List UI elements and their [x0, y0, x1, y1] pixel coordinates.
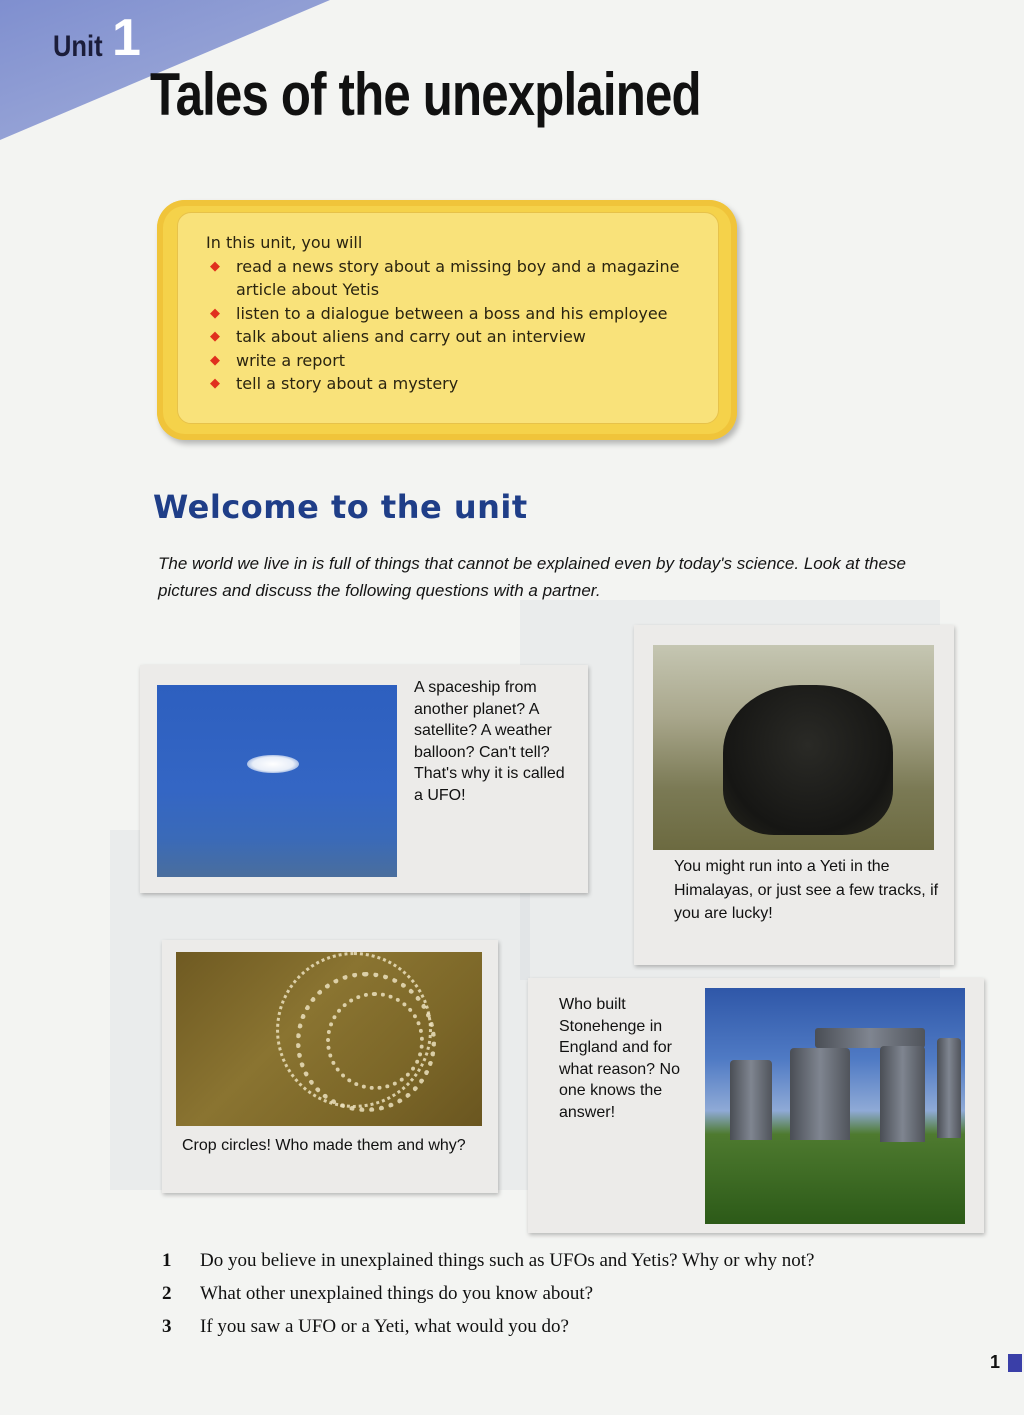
objective-item: ◆ talk about aliens and carry out an interview — [206, 325, 698, 349]
stone — [790, 1048, 850, 1140]
ufo-icon — [247, 755, 299, 773]
diamond-bullet-icon: ◆ — [210, 329, 220, 344]
diamond-bullet-icon: ◆ — [210, 305, 220, 321]
diamond-bullet-icon: ◆ — [210, 376, 220, 391]
ufo-caption: A spaceship from another planet? A satellite? A weather balloon? Can't tell? That's why it is called a UFO! — [414, 679, 565, 804]
ufo-photo — [157, 685, 397, 877]
stonehenge-photo — [705, 988, 965, 1224]
unit-number: 1 — [112, 9, 141, 67]
stonehenge-caption: Who built Stonehenge in England and for what reason? No one knows the answer! — [559, 996, 680, 1121]
objective-item: ◆ write a report — [206, 349, 698, 373]
objectives-intro: In this unit, you will — [206, 233, 363, 252]
question-item: 3 If you saw a UFO or a Yeti, what would you do? — [162, 1316, 569, 1337]
stone — [730, 1060, 772, 1140]
ufo-card — [140, 665, 588, 893]
crop-ring — [276, 952, 432, 1108]
diamond-bullet-icon: ◆ — [210, 258, 220, 274]
page-tab-marker — [1008, 1354, 1022, 1372]
objectives-box — [157, 200, 737, 440]
crop-caption: Crop circles! Who made them and why? — [182, 1137, 466, 1154]
diamond-bullet-icon: ◆ — [210, 352, 220, 368]
objective-item: ◆ read a news story about a missing boy and a magazine article about Yetis — [210, 256, 680, 299]
yeti-caption: You might run into a Yeti in the Himalayas, or just see a few tracks, if you are lucky! — [674, 858, 939, 922]
welcome-intro: The world we live in is full of things that cannot be explained even by today's science. Look at these pictures and discuss the following questions with a partner. — [158, 554, 906, 600]
yeti-figure — [723, 685, 893, 835]
discussion-questions — [162, 1248, 942, 1347]
question-item: 2 What other unexplained things do you know about? — [162, 1283, 594, 1304]
welcome-heading: Welcome to the unit — [153, 488, 528, 526]
crop-photo — [176, 952, 482, 1126]
yeti-card — [634, 625, 954, 965]
objective-item: ◆ listen to a dialogue between a boss and his employee — [206, 302, 698, 326]
unit-label: Unit — [53, 30, 103, 63]
stone — [880, 1046, 925, 1142]
page-number: 1 — [990, 1352, 1001, 1372]
crop-card — [162, 940, 498, 1193]
page-title: Tales of the unexplained — [150, 61, 701, 128]
question-item: 1 Do you believe in unexplained things such as UFOs and Yetis? Why or why not? — [162, 1250, 815, 1271]
yeti-photo — [653, 645, 934, 850]
objective-item: ◆ tell a story about a mystery — [206, 372, 698, 396]
stonehenge-card — [528, 978, 984, 1233]
stone — [937, 1038, 961, 1138]
stone-lintel — [815, 1028, 925, 1048]
